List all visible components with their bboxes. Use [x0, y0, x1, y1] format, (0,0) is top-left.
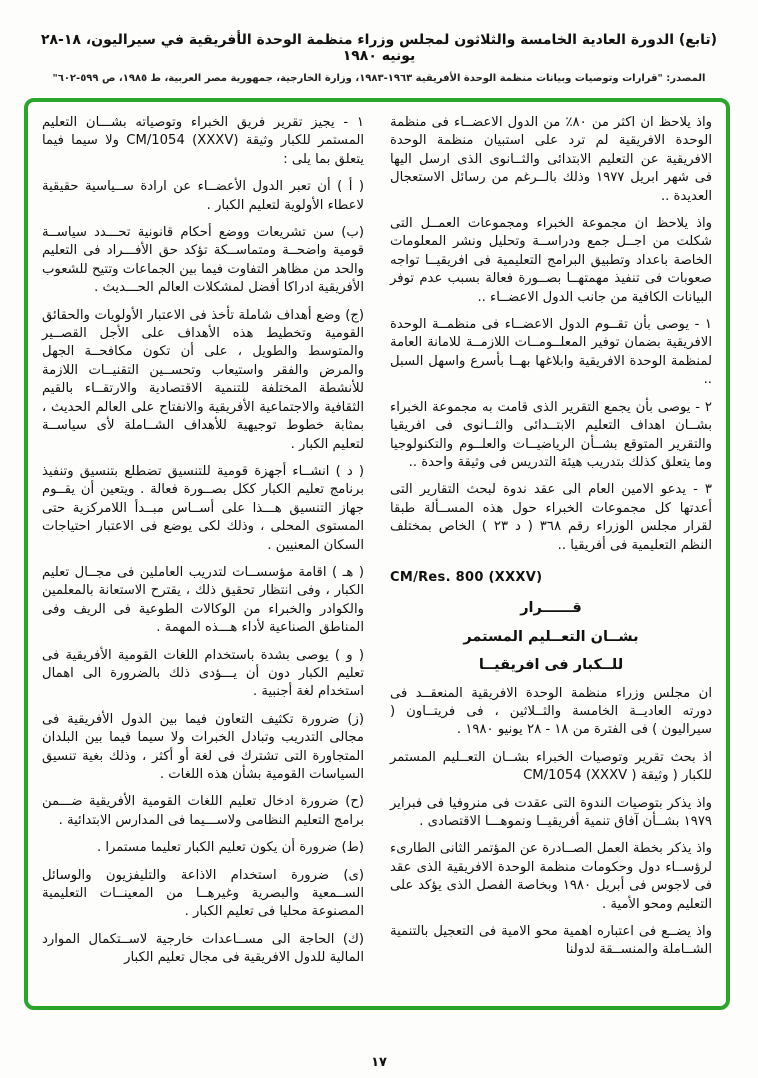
paragraph: (ك) الحاجة الى مســاعدات خارجية لاســتكمال الموارد المالية للدول الافريقية فى مجال تعليم الكبار: [42, 931, 364, 966]
paragraph: واذ يذكر بخطة العمل الصــادرة عن المؤتمر الثانى الطارىء لرؤســاء دول وحكومات منظمة الوحدة الافريقية الذى عقد فى لاجوس فى أبريل ١٩٨٠ وبخاصة الفصل الذى يؤكد على التعليم ومحو الأمية .: [390, 841, 712, 912]
paragraph: واذ يذكر بتوصيات الندوة التى عقدت فى منروفيا فى فبراير ١٩٧٩ بشــأن آفاق تنمية أفريقيــا ونموهـــا الاقتصادى .: [390, 795, 712, 829]
resolution-heading: للــكبار فى افريقيــا: [478, 657, 624, 674]
paragraph: (ط) ضرورة أن يكون تعليم الكبار تعليما مستمرا .: [96, 840, 364, 856]
paragraph: ( د ) انشــاء أجهزة قومية للتنسيق تضطلع بتنسيق وتنفيذ برنامج تعليم الكبار ككل بصــورة فعالة . ويتعين أن يقــوم جهاز التنسيق هـــذا على أســاس مبــدأ اللامركزية حتى المستوى المحلى ، وذلك لكى يوضع فى الاعتبار احتياجات السكان المعنيين .: [42, 463, 364, 553]
paragraph: (ب) سن تشريعات ووضع أحكام قانونية تحـــدد سياســة قومية واضحــة ومتماســكة تؤكد حق الأفـــراد فى التعليم والحد من مظاهر التفاوت فيما بين الجماعات وتتيح للشعوب الأفريقية ادراكا أفضل لمشكلات العالم الحـــديث .: [42, 225, 364, 296]
two-column-layout: [42, 114, 712, 977]
paragraph: ٢ - يوصى بأن يجمع التقرير الذى قامت به مجموعة الخبراء بشــان اهداف التعليم الابتــدائى والثــانوى فى افريقيا والتقرير المتوقع بشــأن الرياضيــات والعلــوم والتكنولوجيا وما يتعلق كذلك بتدريب هيئة التدريس فى وثيقة واحدة ..: [390, 399, 712, 470]
right-column: [390, 114, 712, 977]
paragraph: واذ يلاحظ ان مجموعة الخبراء ومجموعات العمــل التى شكلت من اجــل جمع ودراســة وتحليل ونشر المعلومات الخاصة باعداد وتطبيق البرامج التعليمية فى افريقيــا تواجه صعوبات فى تنفيذ مهمتهــا بصــورة فعالة بسبب عدم توفر البيانات الكافية من جانب الدول الاعضــاء ..: [390, 216, 712, 305]
paragraph: (ح) ضرورة ادخال تعليم اللغات القومية الأفريقية ضـــمن برامج التعليم النظامى ولاســـيما فى المدارس الابتدائية .: [42, 794, 364, 828]
page-header: [0, 0, 758, 84]
paragraph: ( و ) يوصى بشدة باستخدام اللغات القومية الأفريقية فى تعليم الكبار دون أن يـــؤدى ذلك بالضرورة الى اهمال استخدام لغة أجنبية .: [42, 647, 364, 700]
green-border-box: [24, 98, 730, 1010]
paragraph: اذ بحث تقرير وتوصيات الخبراء بشــان التعــليم المستمر للكبار ( وثيقة CM/1054 (XXXV ): [390, 749, 712, 784]
paragraph: ١ - يجيز تقرير فريق الخبراء وتوصياته بشـــان التعليم المستمر للكبار وثيقة CM/1054 (XXXV) ولا سيما فيما يتعلق بما يلى :: [42, 115, 365, 167]
document-title: (تابع) الدورة العادية الخامسة والثلاثون لمجلس وزراء منظمة الوحدة الأفريقية في سيراليون، ١٨-٢٨ يونيه ١٩٨٠: [40, 32, 718, 64]
paragraph: (ى) ضرورة استخدام الاذاعة والتليفزيون والوسائل الســمعية والبصرية وغيرهــا من المعينــات التعليمية المصنوعة محليا فى تعليم الكبار .: [42, 867, 364, 920]
page-number: ١٧: [371, 1055, 387, 1070]
paragraph: ان مجلس وزراء منظمة الوحدة الافريقية المنعقــد فى دورته العاديــة الخامسة والثــلاثين ، فى فريتــاون ( سيراليون ) فى الفترة من ١٨ - ٢٨ يونيو ١٩٨٠ .: [390, 685, 712, 738]
paragraph: ( هـ ) اقامة مؤسســات لتدريب العاملين فى مجــال تعليم الكبار ، وفى انتظار تحقيق ذلك ، يقترح الاستعانة بالمعلمين والكوادر والخبراء من الوكالات الطوعية فى الريف وفى المناطق الصناعية لأداء هـــذه المهمة .: [42, 564, 364, 636]
resolution-heading: بشــان التعــليم المستمر: [463, 628, 639, 645]
paragraph: واذ يضــع فى اعتباره اهمية محو الامية فى التعجيل بالتنمية الشــاملة والمنســقة لدولنا: [390, 924, 712, 958]
paragraph: ( أ ) أن تعبر الدول الأعضــاء عن ارادة ســياسية حقيقية لاعطاء الأولوية لتعليم الكبار .: [42, 179, 364, 213]
resolution-heading: قــــــرار: [520, 600, 582, 617]
resolution-reference: CM/Res. 800 (XXXV): [390, 569, 543, 585]
source-citation: المصدر: "قرارات وتوصيات وبيانات منظمة الوحدة الأفريقية ١٩٦٣-١٩٨٣، وزارة الخارجية، جمهورية مصر العربية، ط ١٩٨٥، ص ٥٩٩-٦٠٢": [52, 73, 706, 84]
left-column: [42, 114, 364, 977]
paragraph: ١ - يوصى بأن تقــوم الدول الاعضــاء فى منظمــة الوحدة الافريقية بضمان توفير المعلــومــات اللازمــة للامانة العامة لمنظمة الوحدة الافريقية وابلاغها بهــا بأسرع واسهل السبل ..: [390, 317, 712, 388]
paragraph: واذ يلاحظ ان اكثر من ٨٠٪ من الدول الاعضــاء فى منظمة الوحدة الافريقية لم ترد على استبيان منظمة الوحدة الافريقية عن التعليم الابتدائى والثــانوى الذى ارسل اليها فى شهر ابريل ١٩٧٧ وذلك بالــرغم من رسائل الاستعجال العديدة ..: [390, 115, 712, 204]
paragraph: (ز) ضرورة تكثيف التعاون فيما بين الدول الأفريقية فى مجالى التدريب وتبادل الخبرات ولا سيما فيما بين البلدان المتجاورة التى تشترك فى لغة أو أكثر ، وذلك بغية تنسيق السياسات القومية بشأن هذه اللغات .: [42, 711, 364, 782]
paragraph: ٣ - يدعو الامين العام الى عقد ندوة لبحث التقارير التى أعدتها كل مجموعات الخبراء حول هذه المســألة طبقا لقرار مجلس الوزراء رقم ٣٦٨ ( د ٢٣ ) الخاص بمختلف النظم التعليمية فى أفريقيا ..: [390, 482, 712, 553]
paragraph: (ج) وضع أهداف شاملة تأخذ فى الاعتبار الأولويات والحقائق القومية وتخطيط هذه الأهداف على الأجل القصــير والمتوسط والطويل ، على أن تكون مكافحــة الجهل والمرض والفقر واستيعاب وتحســين التقنيــات اللازمة للأنشطة المختلفة للتنمية الاقتصادية والارتقــاء بالقيم الثقافية والاجتماعية الأفريقية والانفتاح على العالم الحديث ، بمثابة خطوط توجيهية للأهداف الشــاملة لأى سياســة لتعليم الكبار .: [42, 307, 364, 452]
